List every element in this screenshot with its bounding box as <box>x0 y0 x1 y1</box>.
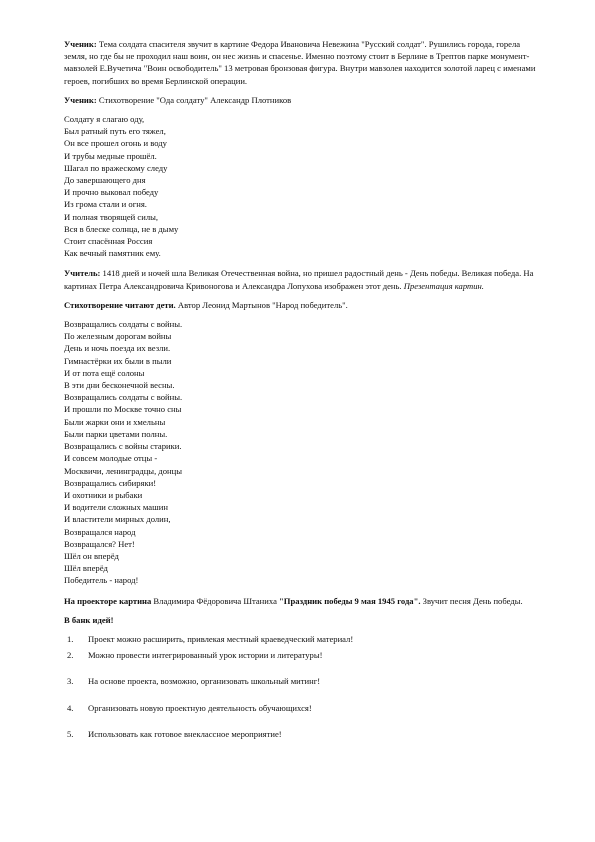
poem-line: До завершающего дня <box>64 175 146 186</box>
idea-list-item <box>67 675 537 687</box>
paragraph-student-2 <box>64 94 537 106</box>
poem-line: Возвращались с войны старики. <box>64 441 182 452</box>
list-item-text: Можно провести интегрированный урок истории и литературы! <box>88 650 323 661</box>
poem-line: Как вечный памятник ему. <box>64 248 161 259</box>
poem-line: Вся в блеске солнца, не в дыму <box>64 223 179 234</box>
poem-line: Москвичи, ленинградцы, донцы <box>64 465 183 476</box>
paragraph-text: 1418 дней и ночей шла Великая Отечественная война, но пришел радостный день - День победы. Великая победа. На картинах Петра Александровича Кривоногова и Александра Лопухова изображен этот день. <box>64 268 534 291</box>
paragraph-teacher <box>64 267 537 291</box>
list-number: 4. <box>67 702 74 713</box>
list-number: 1. <box>67 633 74 644</box>
poem-line: Он все прошел огонь и воду <box>64 138 167 149</box>
speaker-label: Ученик: <box>64 94 97 105</box>
presentation-note: Презентация картин. <box>403 280 484 291</box>
poem-line: Был ратный путь его тяжел, <box>64 126 166 137</box>
poem-oda-soldatu <box>64 113 537 259</box>
poem-line: Победитель - народ! <box>64 575 139 586</box>
paragraph-text: Владимира Фёдоровича Штаниха <box>151 595 280 606</box>
list-number: 3. <box>67 676 74 687</box>
paragraph-text: Тема солдата спасителя звучит в картине Федора Ивановича Невежина "Русский солдат". Рушились города, горела земля, но где бы не проходил наш воин, он нес жизнь и спасенье. Именно поэтому стоит в Берлине в Трептов парке монумент- мавзолей Е.Вучетича "Воин освободитель" 13 метровая бронзовая фигура. Внутри мавзолея находится золотой ларец с именами героев, погибших во время Берлинской операции. <box>64 39 536 86</box>
poem-line: И прочно выковал победу <box>64 187 159 198</box>
poem-line: И прошли по Москве точно сны <box>64 404 182 415</box>
paragraph-text: Стихотворение "Ода солдату" Александр Плотников <box>96 94 292 105</box>
poem-line: И охотники и рыбаки <box>64 489 143 500</box>
idea-list-item <box>67 649 537 661</box>
poem-line: И властители мирных долин, <box>64 514 171 525</box>
poem-line: Возвращались солдаты с войны. <box>64 319 183 330</box>
poem-line: Были жарки они и хмельны <box>64 416 166 427</box>
lead-label: На проекторе картина <box>64 595 152 606</box>
list-item-text: На основе проекта, возможно, организовать школьный митинг! <box>88 676 321 687</box>
poem-line: День и ночь поезда их везли. <box>64 343 171 354</box>
poem-line: Солдату я слагаю оду, <box>64 114 145 125</box>
poem-line: Гимнастёрки их были в пыли <box>64 355 172 366</box>
poem-line: Стоит спасённая Россия <box>64 236 153 247</box>
list-item-text: Использовать как готовое внеклассное мероприятие! <box>88 728 282 739</box>
idea-list-item <box>67 633 537 645</box>
paragraph-children-read <box>64 299 537 311</box>
poem-line: И трубы медные прошёл. <box>64 150 157 161</box>
ideas-heading: В банк идей! <box>64 614 114 625</box>
list-number: 2. <box>67 650 74 661</box>
poem-line: Возвращался народ <box>64 526 136 537</box>
paragraph-text: Автор Леонид Мартынов "Народ победитель". <box>175 299 348 310</box>
paragraph-projector <box>64 595 537 607</box>
poem-line: И от пота ещё солоны <box>64 367 145 378</box>
poem-line: Возвращался? Нет! <box>64 538 135 549</box>
poem-line: Возвращались сибиряки! <box>64 477 157 488</box>
paragraph-text: Звучит песня День победы. <box>420 595 523 606</box>
poem-line: Шагал по вражескому следу <box>64 162 168 173</box>
poem-line: И полная творящей силы, <box>64 211 159 222</box>
list-item-text: Организовать новую проектную деятельность обучающихся! <box>88 702 312 713</box>
list-item-text: Проект можно расширить, привлекая местный краеведческий материал! <box>88 633 354 644</box>
poem-line: Возвращались солдаты с войны. <box>64 392 183 403</box>
speaker-label: Ученик: <box>64 39 97 49</box>
idea-list-item <box>67 702 537 714</box>
paragraph-student-1 <box>64 38 537 87</box>
poem-line: В эти дни бесконечной весны. <box>64 380 175 391</box>
list-number: 5. <box>67 728 74 739</box>
poem-line: Шёл вперёд <box>64 563 108 574</box>
lead-label: Стихотворение читают дети. <box>64 299 176 310</box>
poem-narod-pobeditel <box>64 318 537 586</box>
poem-line: По железным дорогам войны <box>64 331 172 342</box>
idea-list-item <box>67 728 537 740</box>
speaker-label: Учитель: <box>64 268 101 279</box>
poem-line: Из грома стали и огня. <box>64 199 147 210</box>
poem-line: Шёл он вперёд <box>64 550 119 561</box>
poem-line: И водители сложных машин <box>64 502 168 513</box>
ideas-list <box>64 633 537 740</box>
poem-line: И совсем молодые отцы - <box>64 453 158 464</box>
poem-line: Были парки цветами полны. <box>64 428 168 439</box>
painting-title: "Праздник победы 9 мая 1945 года". <box>279 595 421 606</box>
